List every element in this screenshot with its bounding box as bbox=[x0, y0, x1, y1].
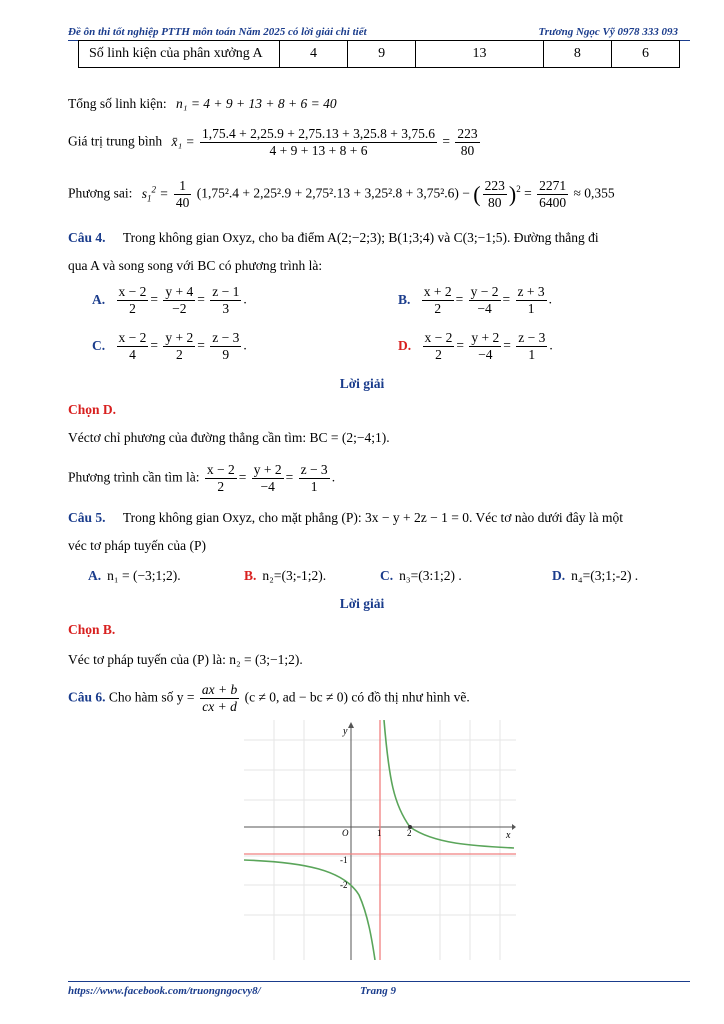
curve-right-branch bbox=[384, 720, 514, 848]
q4-option-d[interactable]: D. $\frac{x - 2}{2}$ = $\frac{y + 2}{-4}$ = $\frac{z - 3}{1}$ . bbox=[398, 330, 553, 362]
q5-option-a[interactable]: A. n₁ = (−3;1;2). bbox=[88, 568, 181, 583]
q4-solution-2: Phương trình cần tìm là: $\frac{x - 2}{2}$ = $\frac{y + 2}{-4}$ = $\frac{z - 3}{1}$ . bbox=[68, 462, 336, 494]
mean-line: Giá trị trung bình x̄₁ = $\frac{1,75.4 + 2,25.9 + 2,75.13 + 3,25.8 + 3,75.6}{4 + 9 + 13 + 8 + 6}$ = $\frac{223}{80}$ bbox=[68, 126, 478, 158]
variance-result: $\frac{2271}{6400}$ bbox=[539, 178, 567, 210]
data-table bbox=[78, 40, 680, 68]
question-4-cont: qua A và song song với BC có phương trình là: bbox=[68, 258, 323, 273]
solution-title: Lời giải bbox=[339, 376, 385, 391]
table-row-label: Số linh kiện của phân xưởng A bbox=[79, 41, 280, 68]
total-expr: n₁ = 4 + 9 + 13 + 8 + 6 = 40 bbox=[176, 96, 337, 111]
page-header bbox=[68, 26, 678, 40]
q5-option-d[interactable]: D. n₄=(3;1;-2) . bbox=[552, 568, 639, 583]
q4-option-a[interactable]: A. $\frac{x - 2}{2}$ = $\frac{y + 4}{-2}$ = $\frac{z - 1}{3}$ . bbox=[92, 284, 247, 316]
table-cell: 13 bbox=[416, 41, 544, 68]
q5-option-c[interactable]: C. n₃=(3:1;2) . bbox=[380, 568, 462, 583]
q4-solution-1: Véctơ chỉ phương của đường thẳng cần tìm: BC = (2;−4;1). bbox=[68, 430, 390, 445]
q5-solution-1: Véc tơ pháp tuyến của (P) là: n₂ = (3;−1;2). bbox=[68, 652, 303, 667]
q4-option-b[interactable]: B. $\frac{x + 2}{2}$ = $\frac{y - 2}{-4}$ = $\frac{z + 3}{1}$ . bbox=[398, 284, 552, 316]
x-axis-label: x bbox=[506, 830, 511, 841]
table-row bbox=[79, 41, 680, 68]
footer-link[interactable]: https://www.facebook.com/truongngocvy8/ bbox=[68, 985, 261, 997]
hyperbola-graph bbox=[244, 720, 516, 960]
tick-minus-2: -2 bbox=[340, 880, 348, 890]
mean-result: $\frac{223}{80}$ bbox=[457, 126, 478, 158]
table-cell: 8 bbox=[543, 41, 611, 68]
question-4: Câu 4. Trong không gian Oxyz, cho ba điểm A(2;−2;3); B(1;3;4) và C(3;−1;5). Đường thẳng đi bbox=[68, 230, 599, 245]
y-axis-label: y bbox=[343, 726, 348, 737]
footer-rule bbox=[68, 981, 690, 982]
origin-label: O bbox=[342, 828, 349, 838]
curve-left-branch bbox=[244, 860, 375, 960]
variance-expr: (1,75².4 + 2,25².9 + 2,75².13 + 3,25².8 + 3,75².6) − bbox=[196, 185, 470, 201]
question-label: Câu 4. bbox=[68, 230, 106, 245]
tick-minus-1: -1 bbox=[340, 855, 348, 865]
solution-title-5: Lời giải bbox=[339, 596, 385, 611]
question-6: Câu 6. Cho hàm số y = $\frac{ax + b}{cx + d}$ (c ≠ 0, ad − bc ≠ 0) có đồ thị như hình vẽ. bbox=[68, 682, 470, 714]
q5-option-b[interactable]: B. n₂=(3;-1;2). bbox=[244, 568, 327, 583]
mean-fraction: $\frac{1,75.4 + 2,25.9 + 2,75.13 + 3,25.8 + 3,75.6}{4 + 9 + 13 + 8 + 6}$ bbox=[202, 126, 436, 158]
table-cell: 4 bbox=[280, 41, 348, 68]
total-line: Tổng số linh kiện: n₁ = 4 + 9 + 13 + 8 + 6 = 40 bbox=[68, 96, 337, 111]
variance-line: Phương sai: $s_1^2$ = $\frac{1}{40}$ (1,75².4 + 2,25².9 + 2,75².13 + 3,25².8 + 3,75².6) − ( $\frac{223}{80}$ )$^2$ = $\frac{2271}{6400}$ ≈ 0,355 bbox=[68, 178, 615, 210]
q5-answer: Chọn B. bbox=[68, 622, 116, 637]
page-number: Trang 9 bbox=[360, 985, 396, 997]
question-5-cont: véc tơ pháp tuyến của (P) bbox=[68, 538, 206, 553]
table-cell: 9 bbox=[348, 41, 416, 68]
table-cell: 6 bbox=[611, 41, 679, 68]
tick-2: 2 bbox=[407, 828, 412, 838]
q4-option-c[interactable]: C. $\frac{x - 2}{4}$ = $\frac{y + 2}{2}$ = $\frac{z - 3}{9}$ . bbox=[92, 330, 247, 362]
question-5: Câu 5. Trong không gian Oxyz, cho mặt phẳng (P): 3x − y + 2z − 1 = 0. Véc tơ nào dưới đây là một bbox=[68, 510, 624, 525]
q4-answer: Chọn D. bbox=[68, 402, 117, 417]
header-title: Đề ôn thi tốt nghiệp PTTH môn toán Năm 2025 có lời giải chi tiết bbox=[68, 26, 367, 38]
header-author: Trương Ngọc Vỹ 0978 333 093 bbox=[538, 26, 678, 38]
tick-1: 1 bbox=[377, 828, 382, 838]
